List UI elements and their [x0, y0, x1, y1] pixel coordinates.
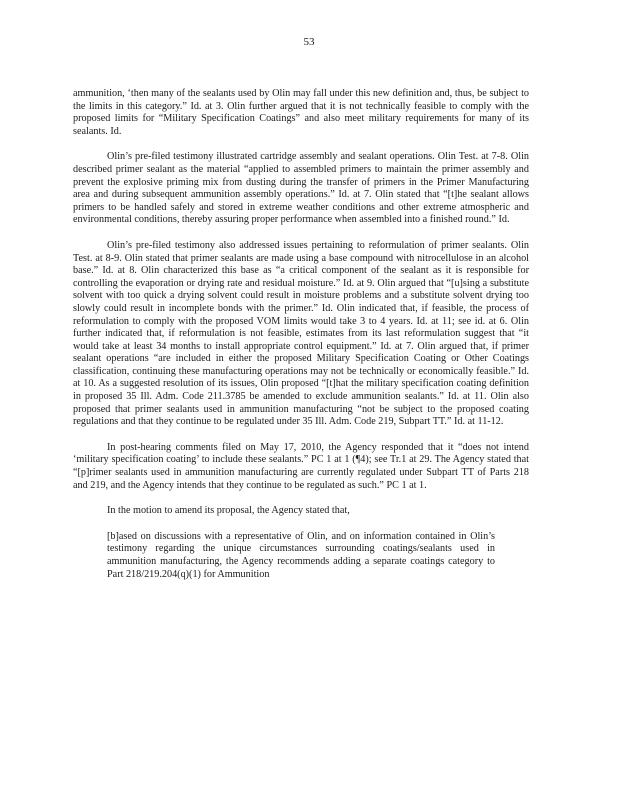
paragraph-3: Olin’s pre-filed testimony also addressed issues pertaining to reformulation of primer sealants. Olin Test. at 8-9. Olin stated that primer sealants are made using a base compound with nitrocellulose in an alcohol base.” Id. at 8. Olin characterized this base as “a critical component of the sealant as it is responsible for controlling the evaporation or drying rate and residual moisture.” Id. at 9. Olin argued that “[u]sing a substitute solvent with too quick a drying solvent could result in moisture problems and a substitute solvent drying too slowly could result in incomplete bonds with the primer.” Id. Olin indicated that, if feasible, the process of reformulation to comply with the proposed VOM limits would take 3 to 4 years. Id. at 11; see id. at 6. Olin further indicated that, if reformulation is not feasible, estimates from its last reformulation suggest that “it would take at least 34 months to install appropriate control equipment.” Id. at 7. Olin argued that, if primer sealant operations “are included in either the proposed Military Specification Coating or Other Coatings classification, continuing these manufacturing operations may not be technically or economically feasible.” Id. at 10. As a suggested resolution of its issues, Olin proposed “[t]hat the military specification coating definition in proposed 35 Ill. Adm. Code 211.3785 be amended to exclude ammunition sealants.” Id. at 11. Olin also proposed that primer sealants used in ammunition manufacturing “not be subject to the proposed coating regulations and that they continue to be regulated under 35 Ill. Adm. Code 219, Subpart TT.” Id. at 11-12.: [73, 239, 529, 428]
paragraph-2: Olin’s pre-filed testimony illustrated cartridge assembly and sealant operations. Olin Test. at 7-8. Olin described primer sealant as the material “applied to assembled primers to maintain the primer assembly and prevent the explosive priming mix from dusting during the transfer of primers in the Primer Manufacturing area and during subsequent ammunition assembly operations.” Id. at 7. Olin stated that “[t]he sealant allows primers to be handled safely and stored in extreme weather conditions and other extreme atmospheric and environmental conditions, thereby assuring proper performance when assembled into a finished round.” Id.: [73, 151, 529, 226]
paragraph-5: In the motion to amend its proposal, the Agency stated that,: [107, 505, 350, 517]
block-quote: [b]ased on discussions with a representative of Olin, and on information contained in Olin’s testimony regarding the unique circumstances surrounding coatings/sealants used in ammunition manufacturing, the Agency recommends adding a separate coatings category to Part 218/219.204(q)(1) for Ammunition: [107, 530, 495, 580]
paragraph-1: ammunition, ‘then many of the sealants used by Olin may fall under this new definition and, thus, be subject to the limits in this category.” Id. at 3. Olin further argued that it is not technically feasible to comply with the proposed limits for “Military Specification Coatings” and also meet military requirements for many of its sealants. Id.: [73, 88, 529, 137]
page-number: 53: [303, 36, 315, 48]
paragraph-4: In post-hearing comments filed on May 17, 2010, the Agency responded that it “does not intend ‘military specification coating’ to include these sealants.” PC 1 at 1 (¶4); see Tr.1 at 29. The Agency stated that “[p]rimer sealants used in ammunition manufacturing are currently regulated under Subpart TT of Parts 218 and 219, and the Agency intends that they continue to be regulated as such.” PC 1 at 1.: [73, 441, 529, 491]
document-body: [73, 88, 529, 581]
